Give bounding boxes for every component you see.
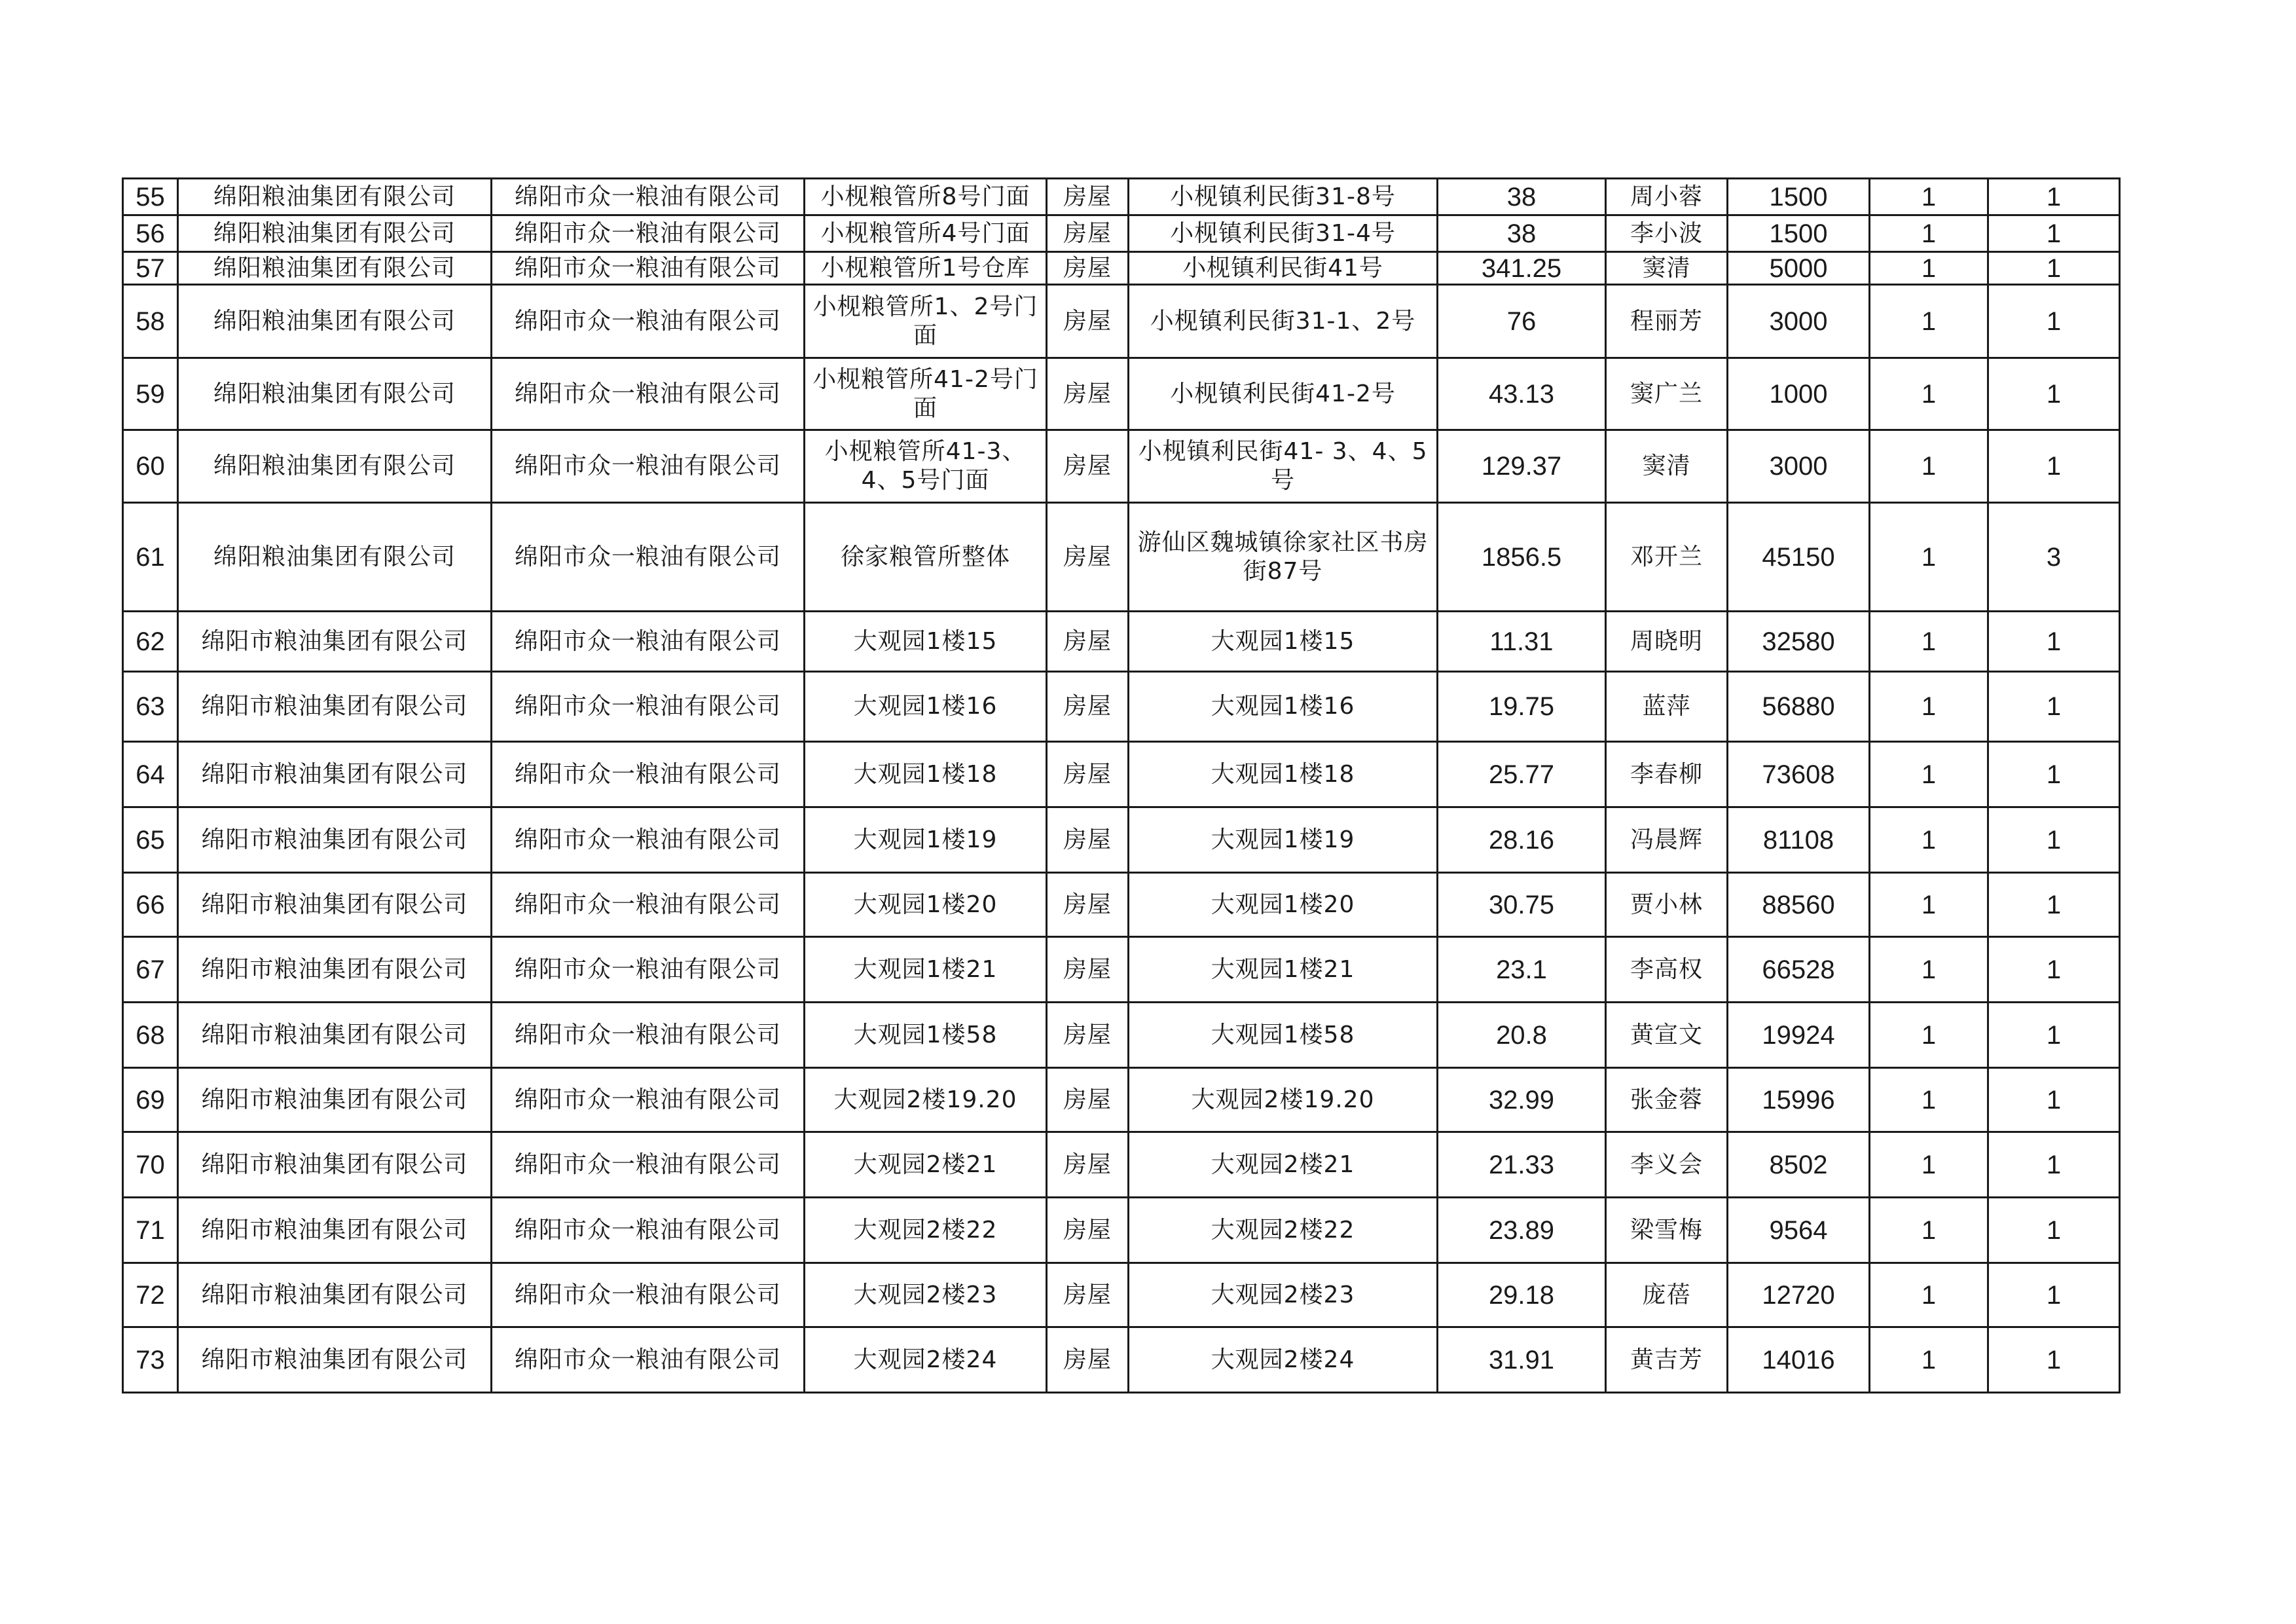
company-name: 绵阳市众一粮油有限公司 bbox=[492, 358, 805, 430]
rent-value: 32580 bbox=[1728, 612, 1870, 672]
asset-location: 大观园2楼24 bbox=[1129, 1327, 1438, 1393]
count-value: 1 bbox=[1870, 285, 1988, 358]
count-value: 1 bbox=[1870, 1132, 1988, 1198]
asset-type: 房屋 bbox=[1047, 1003, 1129, 1068]
company-name: 绵阳市众一粮油有限公司 bbox=[492, 179, 805, 215]
count-value: 1 bbox=[1870, 503, 1988, 612]
group-name: 绵阳粮油集团有限公司 bbox=[178, 358, 492, 430]
asset-location: 小枧镇利民街31-4号 bbox=[1129, 215, 1438, 252]
company-name: 绵阳市众一粮油有限公司 bbox=[492, 503, 805, 612]
group-name: 绵阳粮油集团有限公司 bbox=[178, 179, 492, 215]
lessee-name: 程丽芳 bbox=[1606, 285, 1728, 358]
area-value: 11.31 bbox=[1438, 612, 1606, 672]
lessee-name: 蓝萍 bbox=[1606, 672, 1728, 742]
asset-name: 大观园2楼21 bbox=[805, 1132, 1047, 1198]
count-value: 1 bbox=[1870, 1198, 1988, 1263]
rent-value: 45150 bbox=[1728, 503, 1870, 612]
term-value: 1 bbox=[1988, 1068, 2120, 1132]
asset-location: 小枧镇利民街41号 bbox=[1129, 252, 1438, 285]
rent-value: 3000 bbox=[1728, 430, 1870, 503]
row-number: 68 bbox=[123, 1003, 178, 1068]
group-name: 绵阳粮油集团有限公司 bbox=[178, 285, 492, 358]
asset-name: 徐家粮管所整体 bbox=[805, 503, 1047, 612]
table-row bbox=[123, 1068, 2120, 1132]
asset-name: 小枧粮管所4号门面 bbox=[805, 215, 1047, 252]
lessee-name: 周晓明 bbox=[1606, 612, 1728, 672]
term-value: 1 bbox=[1988, 179, 2120, 215]
rent-value: 56880 bbox=[1728, 672, 1870, 742]
asset-location: 大观园1楼58 bbox=[1129, 1003, 1438, 1068]
company-name: 绵阳市众一粮油有限公司 bbox=[492, 215, 805, 252]
asset-name: 小枧粮管所1号仓库 bbox=[805, 252, 1047, 285]
table-row bbox=[123, 503, 2120, 612]
lessee-name: 李高权 bbox=[1606, 937, 1728, 1003]
asset-name: 小枧粮管所1、2号门面 bbox=[805, 285, 1047, 358]
asset-type: 房屋 bbox=[1047, 1263, 1129, 1327]
term-value: 1 bbox=[1988, 672, 2120, 742]
term-value: 1 bbox=[1988, 742, 2120, 807]
count-value: 1 bbox=[1870, 937, 1988, 1003]
term-value: 1 bbox=[1988, 215, 2120, 252]
term-value: 1 bbox=[1988, 1198, 2120, 1263]
group-name: 绵阳市粮油集团有限公司 bbox=[178, 937, 492, 1003]
asset-location: 大观园2楼21 bbox=[1129, 1132, 1438, 1198]
asset-name: 大观园1楼18 bbox=[805, 742, 1047, 807]
asset-type: 房屋 bbox=[1047, 612, 1129, 672]
asset-location: 小枧镇利民街41- 3、4、5号 bbox=[1129, 430, 1438, 503]
asset-location: 大观园1楼21 bbox=[1129, 937, 1438, 1003]
company-name: 绵阳市众一粮油有限公司 bbox=[492, 1068, 805, 1132]
asset-type: 房屋 bbox=[1047, 179, 1129, 215]
term-value: 1 bbox=[1988, 873, 2120, 937]
term-value: 1 bbox=[1988, 1327, 2120, 1393]
count-value: 1 bbox=[1870, 1263, 1988, 1327]
term-value: 1 bbox=[1988, 612, 2120, 672]
area-value: 31.91 bbox=[1438, 1327, 1606, 1393]
company-name: 绵阳市众一粮油有限公司 bbox=[492, 430, 805, 503]
asset-name: 小枧粮管所41-3、4、5号门面 bbox=[805, 430, 1047, 503]
company-name: 绵阳市众一粮油有限公司 bbox=[492, 1132, 805, 1198]
rent-value: 1500 bbox=[1728, 179, 1870, 215]
row-number: 64 bbox=[123, 742, 178, 807]
area-value: 38 bbox=[1438, 215, 1606, 252]
company-name: 绵阳市众一粮油有限公司 bbox=[492, 285, 805, 358]
row-number: 71 bbox=[123, 1198, 178, 1263]
asset-name: 小枧粮管所8号门面 bbox=[805, 179, 1047, 215]
row-number: 67 bbox=[123, 937, 178, 1003]
asset-location: 大观园2楼19.20 bbox=[1129, 1068, 1438, 1132]
count-value: 1 bbox=[1870, 873, 1988, 937]
company-name: 绵阳市众一粮油有限公司 bbox=[492, 1263, 805, 1327]
asset-location: 小枧镇利民街41-2号 bbox=[1129, 358, 1438, 430]
rent-value: 14016 bbox=[1728, 1327, 1870, 1393]
table-body bbox=[123, 179, 2120, 1393]
asset-type: 房屋 bbox=[1047, 430, 1129, 503]
row-number: 55 bbox=[123, 179, 178, 215]
asset-name: 大观园1楼19 bbox=[805, 807, 1047, 873]
group-name: 绵阳市粮油集团有限公司 bbox=[178, 1263, 492, 1327]
table-row bbox=[123, 1327, 2120, 1393]
asset-type: 房屋 bbox=[1047, 1068, 1129, 1132]
lessee-name: 梁雪梅 bbox=[1606, 1198, 1728, 1263]
lessee-name: 贾小林 bbox=[1606, 873, 1728, 937]
asset-name: 大观园1楼21 bbox=[805, 937, 1047, 1003]
area-value: 76 bbox=[1438, 285, 1606, 358]
group-name: 绵阳粮油集团有限公司 bbox=[178, 430, 492, 503]
company-name: 绵阳市众一粮油有限公司 bbox=[492, 873, 805, 937]
row-number: 66 bbox=[123, 873, 178, 937]
lessee-name: 张金蓉 bbox=[1606, 1068, 1728, 1132]
asset-type: 房屋 bbox=[1047, 1132, 1129, 1198]
rent-value: 12720 bbox=[1728, 1263, 1870, 1327]
table-row bbox=[123, 612, 2120, 672]
term-value: 1 bbox=[1988, 1263, 2120, 1327]
term-value: 3 bbox=[1988, 503, 2120, 612]
row-number: 63 bbox=[123, 672, 178, 742]
count-value: 1 bbox=[1870, 742, 1988, 807]
term-value: 1 bbox=[1988, 285, 2120, 358]
area-value: 19.75 bbox=[1438, 672, 1606, 742]
table-row bbox=[123, 1198, 2120, 1263]
asset-type: 房屋 bbox=[1047, 873, 1129, 937]
asset-type: 房屋 bbox=[1047, 742, 1129, 807]
company-name: 绵阳市众一粮油有限公司 bbox=[492, 1327, 805, 1393]
lessee-name: 窦广兰 bbox=[1606, 358, 1728, 430]
term-value: 1 bbox=[1988, 358, 2120, 430]
group-name: 绵阳市粮油集团有限公司 bbox=[178, 1198, 492, 1263]
area-value: 129.37 bbox=[1438, 430, 1606, 503]
term-value: 1 bbox=[1988, 1003, 2120, 1068]
area-value: 43.13 bbox=[1438, 358, 1606, 430]
company-name: 绵阳市众一粮油有限公司 bbox=[492, 1003, 805, 1068]
row-number: 62 bbox=[123, 612, 178, 672]
lessee-name: 周小蓉 bbox=[1606, 179, 1728, 215]
group-name: 绵阳市粮油集团有限公司 bbox=[178, 672, 492, 742]
lessee-name: 庞蓓 bbox=[1606, 1263, 1728, 1327]
lessee-name: 窦清 bbox=[1606, 252, 1728, 285]
table-row bbox=[123, 215, 2120, 252]
group-name: 绵阳市粮油集团有限公司 bbox=[178, 1068, 492, 1132]
rent-value: 1500 bbox=[1728, 215, 1870, 252]
group-name: 绵阳市粮油集团有限公司 bbox=[178, 807, 492, 873]
count-value: 1 bbox=[1870, 1327, 1988, 1393]
asset-name: 小枧粮管所41-2号门面 bbox=[805, 358, 1047, 430]
company-name: 绵阳市众一粮油有限公司 bbox=[492, 672, 805, 742]
count-value: 1 bbox=[1870, 612, 1988, 672]
row-number: 69 bbox=[123, 1068, 178, 1132]
asset-name: 大观园1楼16 bbox=[805, 672, 1047, 742]
row-number: 72 bbox=[123, 1263, 178, 1327]
area-value: 30.75 bbox=[1438, 873, 1606, 937]
company-name: 绵阳市众一粮油有限公司 bbox=[492, 807, 805, 873]
term-value: 1 bbox=[1988, 1132, 2120, 1198]
asset-type: 房屋 bbox=[1047, 1327, 1129, 1393]
area-value: 1856.5 bbox=[1438, 503, 1606, 612]
asset-location: 游仙区魏城镇徐家社区书房街87号 bbox=[1129, 503, 1438, 612]
asset-type: 房屋 bbox=[1047, 215, 1129, 252]
count-value: 1 bbox=[1870, 672, 1988, 742]
asset-name: 大观园2楼23 bbox=[805, 1263, 1047, 1327]
table-row bbox=[123, 807, 2120, 873]
rent-value: 9564 bbox=[1728, 1198, 1870, 1263]
row-number: 73 bbox=[123, 1327, 178, 1393]
lessee-name: 冯晨辉 bbox=[1606, 807, 1728, 873]
rent-value: 3000 bbox=[1728, 285, 1870, 358]
group-name: 绵阳粮油集团有限公司 bbox=[178, 215, 492, 252]
area-value: 25.77 bbox=[1438, 742, 1606, 807]
area-value: 38 bbox=[1438, 179, 1606, 215]
asset-type: 房屋 bbox=[1047, 285, 1129, 358]
lessee-name: 黄吉芳 bbox=[1606, 1327, 1728, 1393]
count-value: 1 bbox=[1870, 1003, 1988, 1068]
table-row bbox=[123, 430, 2120, 503]
asset-type: 房屋 bbox=[1047, 1198, 1129, 1263]
rent-value: 66528 bbox=[1728, 937, 1870, 1003]
table-row bbox=[123, 672, 2120, 742]
lessee-name: 李春柳 bbox=[1606, 742, 1728, 807]
row-number: 61 bbox=[123, 503, 178, 612]
asset-type: 房屋 bbox=[1047, 672, 1129, 742]
lessee-name: 李小波 bbox=[1606, 215, 1728, 252]
asset-name: 大观园1楼58 bbox=[805, 1003, 1047, 1068]
rent-value: 73608 bbox=[1728, 742, 1870, 807]
term-value: 1 bbox=[1988, 430, 2120, 503]
table-row bbox=[123, 1003, 2120, 1068]
row-number: 70 bbox=[123, 1132, 178, 1198]
asset-name: 大观园1楼20 bbox=[805, 873, 1047, 937]
row-number: 60 bbox=[123, 430, 178, 503]
asset-location: 大观园1楼16 bbox=[1129, 672, 1438, 742]
rent-value: 81108 bbox=[1728, 807, 1870, 873]
group-name: 绵阳市粮油集团有限公司 bbox=[178, 742, 492, 807]
asset-type: 房屋 bbox=[1047, 252, 1129, 285]
area-value: 28.16 bbox=[1438, 807, 1606, 873]
lessee-name: 窦清 bbox=[1606, 430, 1728, 503]
row-number: 65 bbox=[123, 807, 178, 873]
area-value: 23.89 bbox=[1438, 1198, 1606, 1263]
asset-type: 房屋 bbox=[1047, 358, 1129, 430]
area-value: 341.25 bbox=[1438, 252, 1606, 285]
asset-location: 大观园2楼23 bbox=[1129, 1263, 1438, 1327]
count-value: 1 bbox=[1870, 179, 1988, 215]
table-row bbox=[123, 179, 2120, 215]
table-row bbox=[123, 873, 2120, 937]
count-value: 1 bbox=[1870, 430, 1988, 503]
lessee-name: 李义会 bbox=[1606, 1132, 1728, 1198]
asset-location: 大观园1楼20 bbox=[1129, 873, 1438, 937]
group-name: 绵阳市粮油集团有限公司 bbox=[178, 1132, 492, 1198]
group-name: 绵阳市粮油集团有限公司 bbox=[178, 873, 492, 937]
table-row bbox=[123, 285, 2120, 358]
company-name: 绵阳市众一粮油有限公司 bbox=[492, 252, 805, 285]
term-value: 1 bbox=[1988, 807, 2120, 873]
area-value: 21.33 bbox=[1438, 1132, 1606, 1198]
group-name: 绵阳粮油集团有限公司 bbox=[178, 252, 492, 285]
asset-location: 大观园2楼22 bbox=[1129, 1198, 1438, 1263]
asset-type: 房屋 bbox=[1047, 503, 1129, 612]
company-name: 绵阳市众一粮油有限公司 bbox=[492, 612, 805, 672]
rent-value: 88560 bbox=[1728, 873, 1870, 937]
rent-value: 15996 bbox=[1728, 1068, 1870, 1132]
group-name: 绵阳市粮油集团有限公司 bbox=[178, 612, 492, 672]
area-value: 20.8 bbox=[1438, 1003, 1606, 1068]
count-value: 1 bbox=[1870, 807, 1988, 873]
table-row bbox=[123, 1132, 2120, 1198]
group-name: 绵阳市粮油集团有限公司 bbox=[178, 1327, 492, 1393]
area-value: 23.1 bbox=[1438, 937, 1606, 1003]
asset-location: 大观园1楼15 bbox=[1129, 612, 1438, 672]
asset-location: 大观园1楼19 bbox=[1129, 807, 1438, 873]
asset-name: 大观园2楼24 bbox=[805, 1327, 1047, 1393]
count-value: 1 bbox=[1870, 358, 1988, 430]
row-number: 56 bbox=[123, 215, 178, 252]
count-value: 1 bbox=[1870, 252, 1988, 285]
lessee-name: 邓开兰 bbox=[1606, 503, 1728, 612]
asset-name: 大观园2楼19.20 bbox=[805, 1068, 1047, 1132]
area-value: 32.99 bbox=[1438, 1068, 1606, 1132]
group-name: 绵阳粮油集团有限公司 bbox=[178, 503, 492, 612]
asset-location: 大观园1楼18 bbox=[1129, 742, 1438, 807]
row-number: 57 bbox=[123, 252, 178, 285]
asset-type: 房屋 bbox=[1047, 937, 1129, 1003]
group-name: 绵阳市粮油集团有限公司 bbox=[178, 1003, 492, 1068]
asset-name: 大观园2楼22 bbox=[805, 1198, 1047, 1263]
row-number: 59 bbox=[123, 358, 178, 430]
rent-value: 19924 bbox=[1728, 1003, 1870, 1068]
asset-type: 房屋 bbox=[1047, 807, 1129, 873]
table-row bbox=[123, 937, 2120, 1003]
table-row bbox=[123, 1263, 2120, 1327]
table-row bbox=[123, 252, 2120, 285]
rent-value: 5000 bbox=[1728, 252, 1870, 285]
term-value: 1 bbox=[1988, 937, 2120, 1003]
company-name: 绵阳市众一粮油有限公司 bbox=[492, 742, 805, 807]
table-row bbox=[123, 742, 2120, 807]
company-name: 绵阳市众一粮油有限公司 bbox=[492, 1198, 805, 1263]
rent-value: 1000 bbox=[1728, 358, 1870, 430]
asset-lease-table bbox=[122, 177, 2121, 1393]
asset-name: 大观园1楼15 bbox=[805, 612, 1047, 672]
table-row bbox=[123, 358, 2120, 430]
count-value: 1 bbox=[1870, 1068, 1988, 1132]
area-value: 29.18 bbox=[1438, 1263, 1606, 1327]
company-name: 绵阳市众一粮油有限公司 bbox=[492, 937, 805, 1003]
lessee-name: 黄宣文 bbox=[1606, 1003, 1728, 1068]
term-value: 1 bbox=[1988, 252, 2120, 285]
rent-value: 8502 bbox=[1728, 1132, 1870, 1198]
row-number: 58 bbox=[123, 285, 178, 358]
asset-location: 小枧镇利民街31-8号 bbox=[1129, 179, 1438, 215]
asset-location: 小枧镇利民街31-1、2号 bbox=[1129, 285, 1438, 358]
count-value: 1 bbox=[1870, 215, 1988, 252]
